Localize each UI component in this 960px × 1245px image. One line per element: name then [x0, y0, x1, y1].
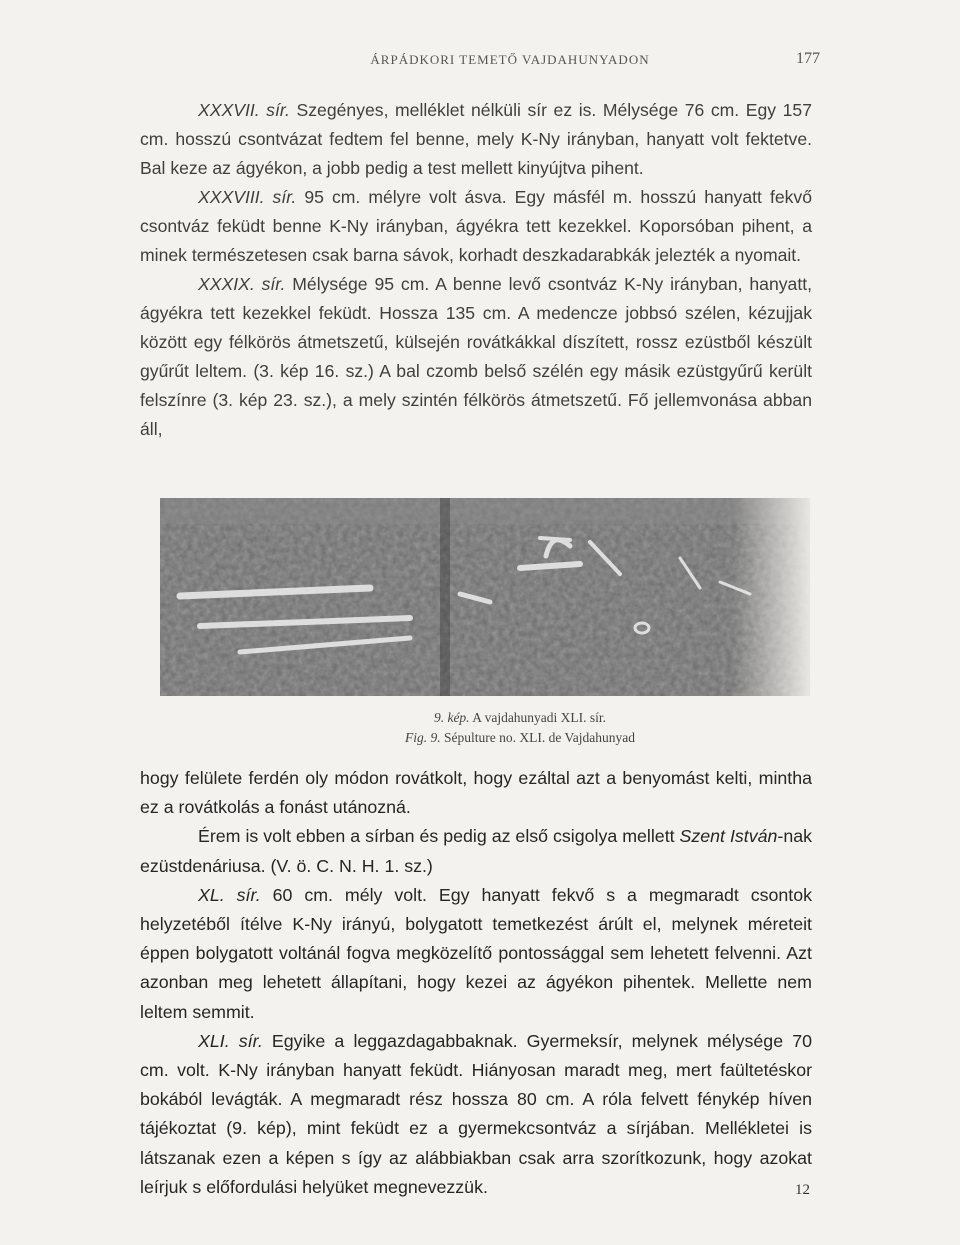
paragraph-grave-41 [140, 1027, 812, 1202]
paragraph-text: -nak ezüstdenáriusa. (V. ö. C. N. H. 1. sz.) [140, 826, 812, 876]
paragraph-grave-40 [140, 881, 812, 1027]
body-text-bottom [140, 764, 812, 1202]
grave-label: XXXVIII. sír. [198, 187, 297, 207]
caption-text: A vajdahunyadi XLI. sír. [469, 710, 607, 725]
caption-text: Sépulture no. XLI. de Vajdahunyad [440, 730, 635, 745]
figure-caption [280, 708, 760, 748]
grave-label: XL. sír. [198, 884, 261, 905]
paragraph-text: Érem is volt ebben a sírban és pedig az első csigolya mellett [198, 826, 680, 847]
paragraph-coin [140, 822, 812, 880]
signature-number: 12 [795, 1182, 810, 1198]
paragraph-text: Szegényes, melléklet nélküli sír ez is. Mélysége 76 cm. Egy 157 cm. hosszú csontvázat fedtem fel benne, mely K-Ny irányban, hanyatt volt fektetve. Bal keze az ágyékon, a jobb pedig a test mellett kinyújtva pihent. [140, 100, 812, 178]
caption-french [280, 728, 760, 748]
paragraph-grave-39 [140, 270, 812, 444]
paragraph-text: 95 cm. mélyre volt ásva. Egy másfél m. hosszú hanyatt fekvő csontváz feküdt benne K-Ny irányban, ágyékra tett kezekkel. Koporsóban pihent, a minek természetesen csak barna sávok, korhadt deszkadarabkák jelezték a nyomait. [140, 187, 812, 265]
paragraph-continuation: hogy felülete ferdén oly módon rovátkolt, hogy ezáltal azt a benyomást kelti, mintha ez a rovátkolás a fonást utánozná. [140, 768, 812, 818]
paragraph-text: Egyike a leggazdagabbaknak. Gyermeksír, melynek mélysége 70 cm. volt. K-Ny irányban hanyatt feküdt. Hiányosan maradt meg, mert faültetéskor bokából levágták. A megmaradt rész hossza 80 cm. A róla felvett fénykép híven tájékoztat (9. kép), mint feküdt ez a gyermekcsontváz a sírjában. Mellékletei is látszanak ezen a képen s így az alábbiakban csak arra szorítkozunk, hogy azokat leírjuk s előfordulási helyüket megnevezzük. [140, 1030, 812, 1197]
paragraph-text: Mélysége 95 cm. A benne levő csontváz K-Ny irányban, hanyatt, ágyékra tett kezekkel feküdt. Hossza 135 cm. A medencze jobbsó szélen, kézujjak között egy félkörös átmetszetű, külsején rovátkákkal díszített, rossz ezüstből készült gyűrűt leltem. (3. kép 16. sz.) A bal czomb belső szélén egy másik ezüstgyűrű került felszínre (3. kép 23. sz.), a mely szintén félkörös átmetszetű. Fő jellemvonása abban áll, [140, 274, 812, 439]
grave-label: XLI. sír. [198, 1030, 263, 1051]
person-name: Szent István [679, 826, 778, 847]
figure-number: 9. kép. [433, 710, 470, 725]
paragraph-grave-38 [140, 183, 812, 270]
figure-number: Fig. 9. [405, 730, 441, 745]
paragraph-grave-37 [140, 96, 812, 183]
grave-label: XXXIX. sír. [198, 274, 286, 294]
grave-photograph [160, 498, 810, 696]
grave-label: XXXVII. sír. [198, 100, 290, 120]
caption-hungarian [280, 708, 760, 728]
body-text-top [140, 96, 812, 444]
running-header: ÁRPÁDKORI TEMETŐ VAJDAHUNYADON [370, 52, 650, 67]
page-number: 177 [796, 50, 820, 67]
paragraph-text: 60 cm. mély volt. Egy hanyatt fekvő s a megmaradt csontok helyzetéből ítélve K-Ny irányú, bolygatott temetkezést árúlt el, melynek méreteit éppen bolygatott voltánál fogva megközelítő pontossággal sem lehetett felvenni. Azt azonban meg lehetett állapítani, hogy kezei az ágyékon pihentek. Mellette nem leltem semmit. [140, 884, 813, 1022]
